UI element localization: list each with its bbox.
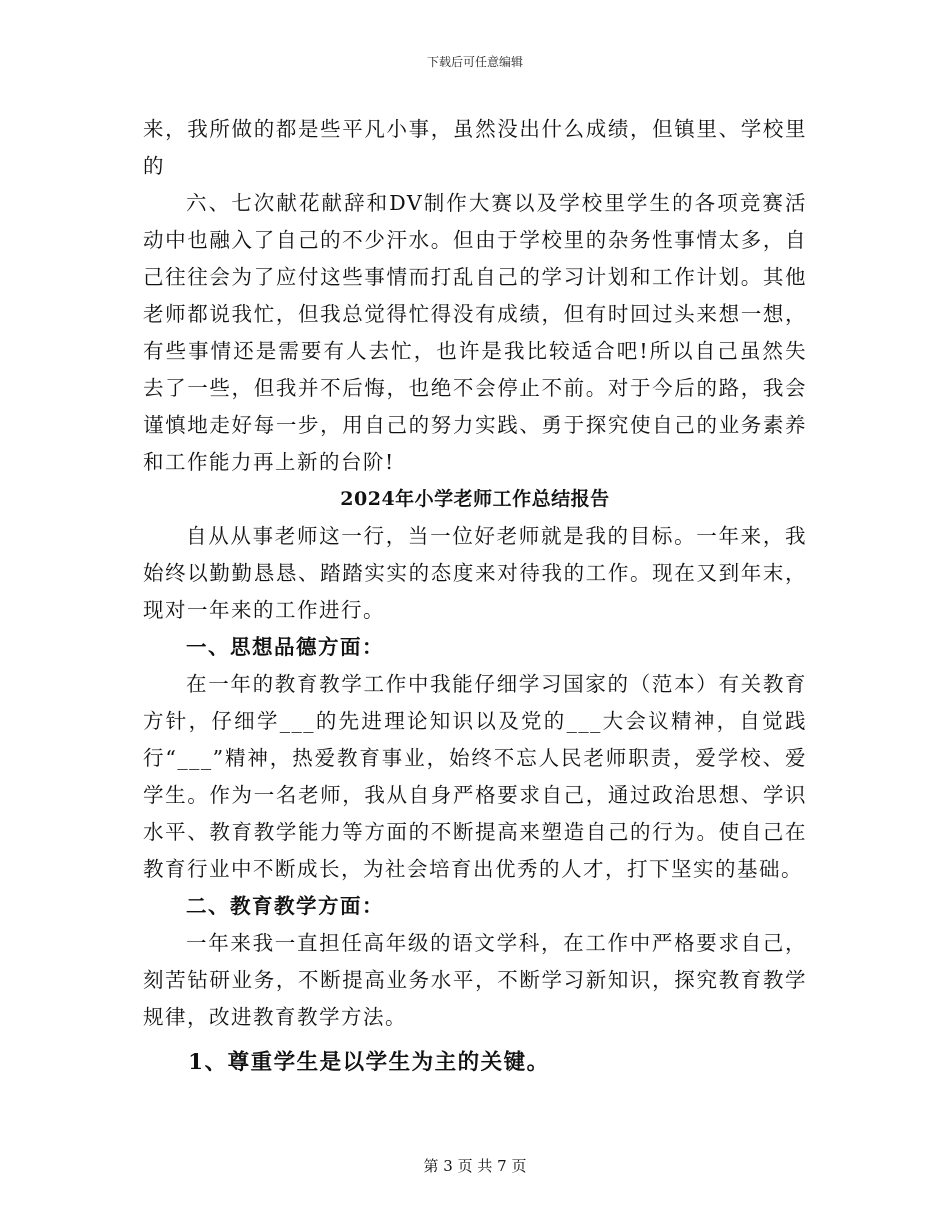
paragraph-ideology: 在一年的教育教学工作中我能仔细学习国家的（范本）有关教育方针，仔细学___的先进理论知识以及党的___大会议精神，自觉践行“___”精神，热爱教育事业，始终不忘人民老师职责，爱学校、爱学生。作为一名老师，我从自身严格要求自己，通过政治思想、学识水平、教育教学能力等方面的不断提高来塑造自己的行为。使自己在教育行业中不断成长，为社会培育出优秀的人才，打下坚实的基础。 <box>143 672 807 881</box>
report-title: 2024年小学老师工作总结报告 <box>340 488 610 510</box>
page-footer: 第 3 页 共 7 页 <box>423 1157 527 1175</box>
section-heading-teaching: 二、教育教学方面： <box>186 894 385 918</box>
subsection-heading-respect: 1、尊重学生是以学生为主的关键。 <box>188 1050 550 1075</box>
section-heading-ideology: 一、思想品德方面： <box>186 635 385 659</box>
paragraph-teaching: 一年来我一直担任高年级的语文学科，在工作中严格要求自己，刻苦钻研业务，不断提高业务水平，不断学习新知识，探究教育教学规律，改进教育教学方法。 <box>143 931 807 1029</box>
page-header: 下载后可任意编辑 <box>426 55 523 69</box>
paragraph-six: 六、七次献花献辞和DV制作大赛以及学校里学生的各项竞赛活动中也融入了自己的不少汗水。但由于学校里的杂务性事情太多，自己往往会为了应付这些事情而打乱自己的学习计划和工作计划。其他老师都说我忙，但我总觉得忙得没有成绩，但有时回过头来想一想，有些事情还是需要有人去忙，也许是我比较适合吧!所以自己虽然失去了一些，但我并不后悔，也绝不会停止不前。对于今后的路，我会谨慎地走好每一步，用自己的努力实践、勇于探究使自己的业务素养和工作能力再上新的台阶! <box>143 191 807 474</box>
paragraph-continued: 来，我所做的都是些平凡小事，虽然没出什么成绩，但镇里、学校里的 <box>143 117 807 178</box>
document-body <box>143 111 807 1081</box>
paragraph-intro: 自从从事老师这一行，当一位好老师就是我的目标。一年来，我始终以勤勤恳恳、踏踏实实的态度来对待我的工作。现在又到年末，现对一年来的工作进行。 <box>143 524 807 622</box>
